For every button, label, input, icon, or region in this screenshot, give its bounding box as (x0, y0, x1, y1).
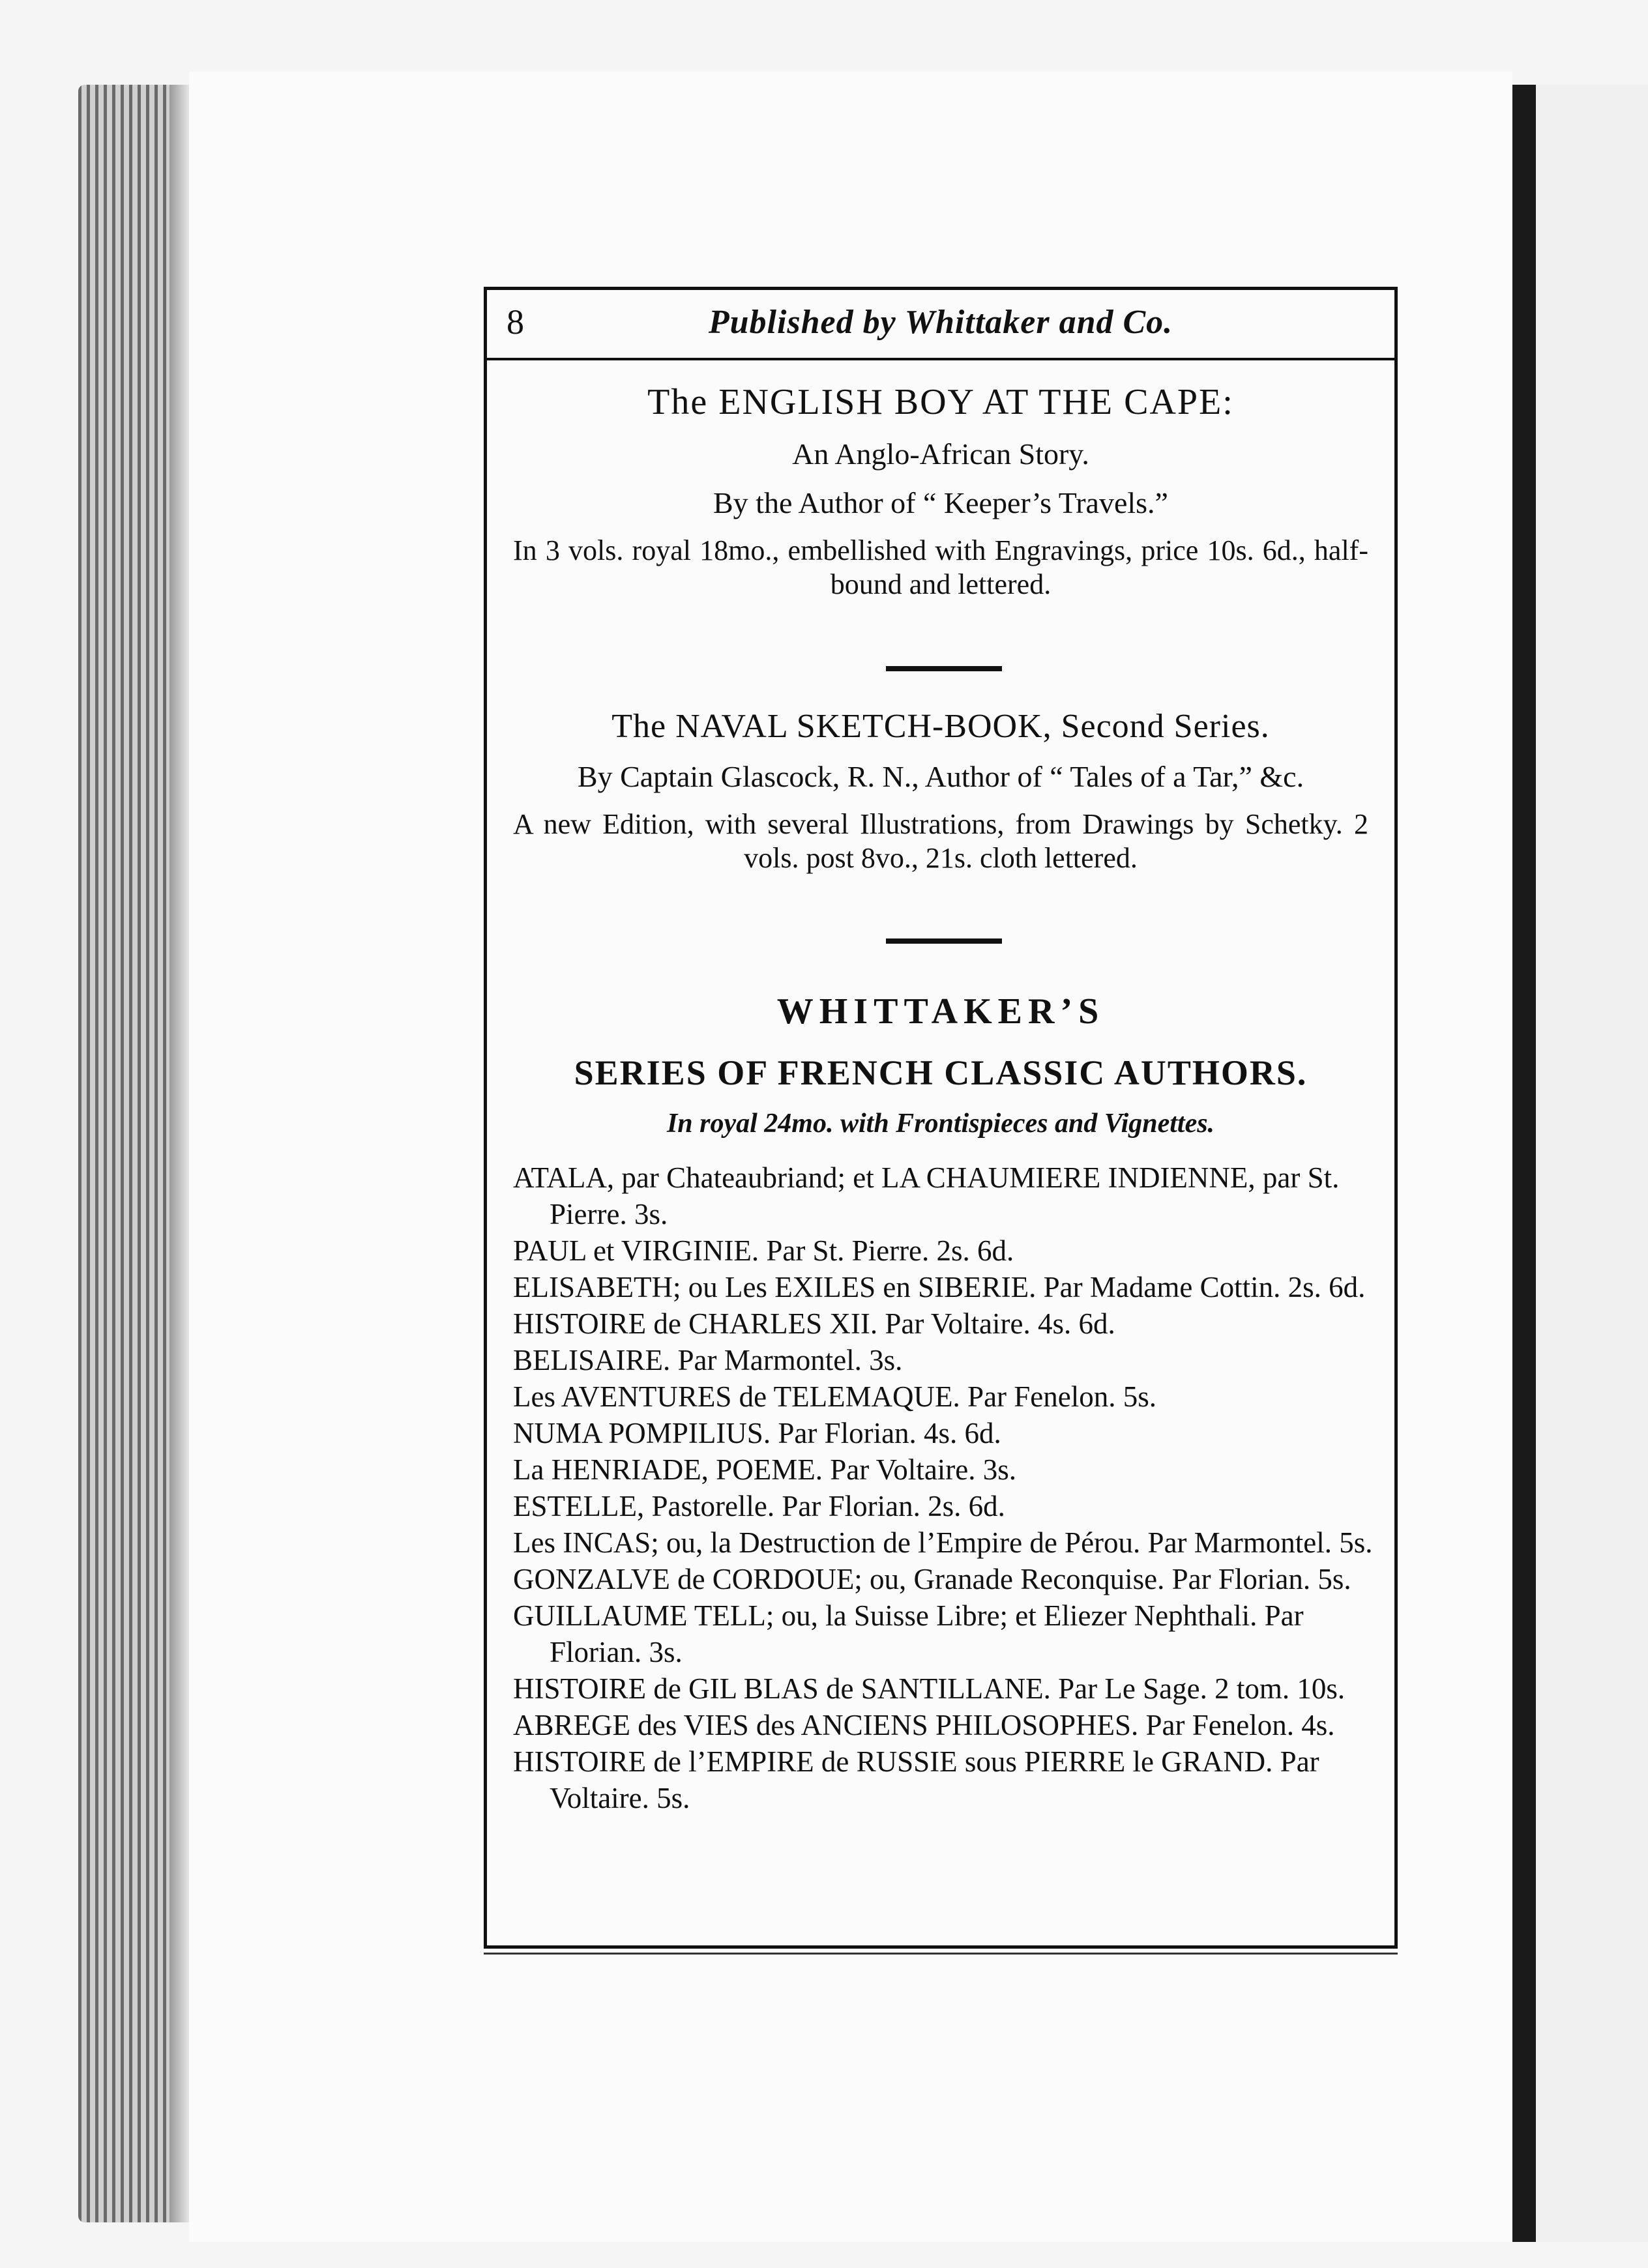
list-item: Les AVENTURES de TELEMAQUE. Par Fenelon. 5s. (513, 1380, 1157, 1413)
list-item: La HENRIADE, POEME. Par Voltaire. 3s. (513, 1453, 1017, 1486)
list-item: GUILLAUME TELL; ou, la Suisse Libre; et Eliezer Nephthali. Par Florian. 3s. (513, 1599, 1304, 1668)
page-header (487, 290, 1394, 360)
list-item: GONZALVE de CORDOUE; ou, Granade Reconquise. Par Florian. 5s. (513, 1563, 1351, 1595)
list-item: PAUL et VIRGINIE. Par St. Pierre. 2s. 6d. (513, 1234, 1014, 1267)
list-item: ESTELLE, Pastorelle. Par Florian. 2s. 6d. (513, 1490, 1005, 1522)
book-page-edges (78, 85, 169, 2222)
list-item: HISTOIRE de GIL BLAS de SANTILLANE. Par Le Sage. 2 tom. 10s. (513, 1672, 1346, 1705)
advert-2-details: A new Edition, with several Illustrations, from Drawings by Schetky. 2 vols. post 8vo., 21s. cloth lettered. (513, 808, 1368, 874)
running-head: Published by Whittaker and Co. (708, 304, 1173, 341)
advert-1-title: The ENGLISH BOY AT THE CAPE: (647, 382, 1234, 422)
advert-1-subtitle: An Anglo-African Story. (792, 437, 1089, 471)
list-item: BELISAIRE. Par Marmontel. 3s. (513, 1344, 903, 1376)
series-list (513, 1159, 1381, 1816)
series-heading: WHITTAKER’S (776, 991, 1105, 1032)
facing-page-edge (1536, 85, 1648, 2242)
list-item: Les INCAS; ou, la Destruction de l’Empire de Pérou. Par Marmontel. 5s. (513, 1526, 1373, 1559)
series-title: SERIES OF FRENCH CLASSIC AUTHORS. (574, 1053, 1308, 1092)
frame-bottom-rule (484, 1953, 1398, 1955)
book-gutter (1512, 85, 1536, 2242)
advert-2-title: The NAVAL SKETCH-BOOK, Second Series. (611, 708, 1270, 745)
list-item: HISTOIRE de l’EMPIRE de RUSSIE sous PIERRE le GRAND. Par Voltaire. 5s. (513, 1745, 1319, 1814)
section-divider (886, 666, 1002, 671)
series-format: In royal 24mo. with Frontispieces and Vignettes. (666, 1109, 1215, 1139)
advert-1-byline: By the Author of “ Keeper’s Travels.” (713, 486, 1168, 519)
list-item: HISTOIRE de CHARLES XII. Par Voltaire. 4s. 6d. (513, 1307, 1115, 1340)
page-number: 8 (507, 302, 524, 342)
list-item: ELISABETH; ou Les EXILES en SIBERIE. Par Madame Cottin. 2s. 6d. (513, 1271, 1366, 1303)
advert-1-details: In 3 vols. royal 18mo., embellished with Engravings, price 10s. 6d., half-bound and lettered. (513, 534, 1368, 600)
advert-2-byline: By Captain Glascock, R. N., Author of “ Tales of a Tar,” &c. (577, 760, 1304, 793)
list-item: NUMA POMPILIUS. Par Florian. 4s. 6d. (513, 1417, 1001, 1449)
list-item: ABREGE des VIES des ANCIENS PHILOSOPHES. Par Fenelon. 4s. (513, 1709, 1335, 1741)
book-page-edge-shadow (169, 85, 189, 2222)
section-divider (886, 938, 1002, 944)
printed-frame (484, 287, 1398, 1949)
list-item: ATALA, par Chateaubriand; et LA CHAUMIERE INDIENNE, par St. Pierre. 3s. (513, 1161, 1340, 1230)
